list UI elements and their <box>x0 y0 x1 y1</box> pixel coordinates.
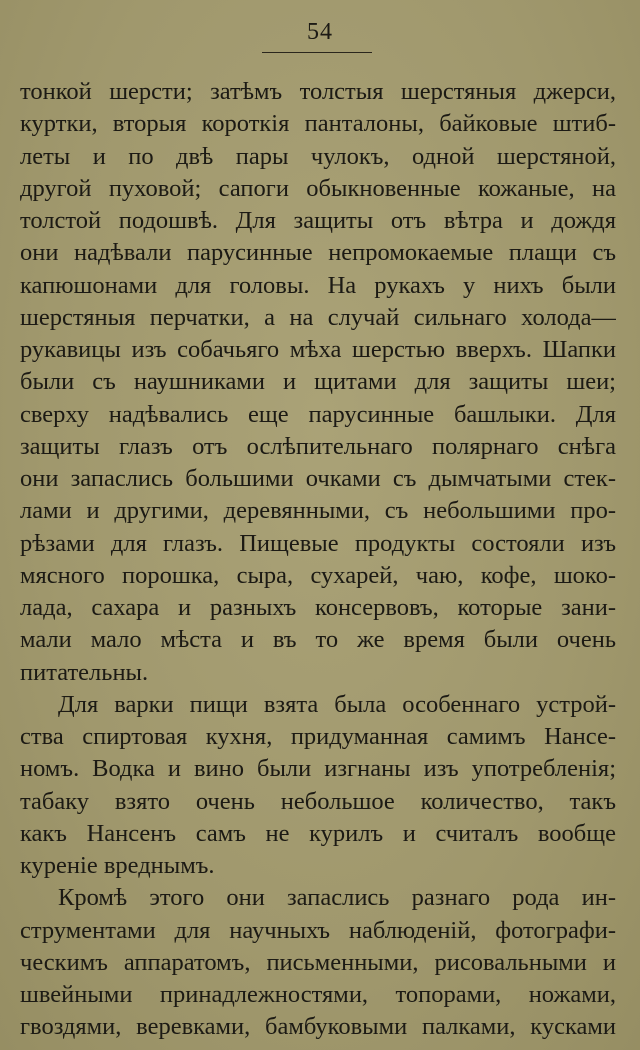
text-line: лада, сахара и разныхъ консервовъ, которые зани- <box>20 594 616 621</box>
text-line: леты и по двѣ пары чулокъ, одной шерстяной, <box>20 142 616 170</box>
header-rule <box>262 52 372 53</box>
text-line: какъ Нансенъ самъ не курилъ и считалъ вообще <box>20 819 616 847</box>
text-line: рѣзами для глазъ. Пищевые продукты состояли изъ <box>20 529 616 557</box>
text-line: струментами для научныхъ наблюденій, фотографи- <box>20 916 616 944</box>
text-line: ства спиртовая кухня, придуманная самимъ Нансе- <box>20 723 616 750</box>
text-line: они надѣвали парусинные непромокаемые плащи съ <box>20 239 616 267</box>
text-line: они запаслись большими очками съ дымчатыми стек- <box>20 465 616 492</box>
text-line: питательны. <box>20 658 149 686</box>
text-line: сверху надѣвались еще парусинные башлыки. Для <box>20 400 616 428</box>
text-line: другой пуховой; сапоги обыкновенные кожаные, на <box>20 174 616 202</box>
text-line: Кромѣ этого они запаслись разнаго рода ин- <box>58 884 616 912</box>
text-line: гвоздями, веревками, бамбуковыми палками, кусками <box>20 1013 616 1041</box>
text-line: куртки, вторыя короткія панталоны, байковые штиб- <box>20 110 616 138</box>
text-line: номъ. Водка и вино были изгнаны изъ употребленія; <box>20 755 616 783</box>
page-number: 54 <box>307 19 333 45</box>
text-line: толстой подошвѣ. Для защиты отъ вѣтра и дождя <box>20 207 616 234</box>
text-line: мясного порошка, сыра, сухарей, чаю, кофе, шоко- <box>20 561 616 589</box>
text-line: мали мало мѣста и въ то же время были очень <box>20 626 616 654</box>
text-line: защиты глазъ отъ ослѣпительнаго полярнаго снѣга <box>20 432 616 460</box>
text-line: швейными принадлежностями, топорами, ножами, <box>20 981 616 1008</box>
text-line: были съ наушниками и щитами для защиты шеи; <box>20 368 616 396</box>
text-line: табаку взято очень небольшое количество, такъ <box>20 787 616 815</box>
text-line: тонкой шерсти; затѣмъ толстыя шерстяныя джерси, <box>20 78 616 105</box>
text-line: капюшонами для головы. На рукахъ у нихъ были <box>20 271 616 299</box>
text-line: рукавицы изъ собачьяго мѣха шерстью вверхъ. Шапки <box>20 336 616 363</box>
text-line: шерстяныя перчатки, а на случай сильнаго холода— <box>20 303 616 331</box>
body-text <box>20 76 616 1044</box>
text-line: куреніе вреднымъ. <box>20 852 215 879</box>
text-line: ческимъ аппаратомъ, письменными, рисовальными и <box>20 948 616 976</box>
text-line: Для варки пищи взята была особеннаго устрой- <box>58 690 616 718</box>
text-line: лами и другими, деревянными, съ небольшими про- <box>20 497 616 525</box>
